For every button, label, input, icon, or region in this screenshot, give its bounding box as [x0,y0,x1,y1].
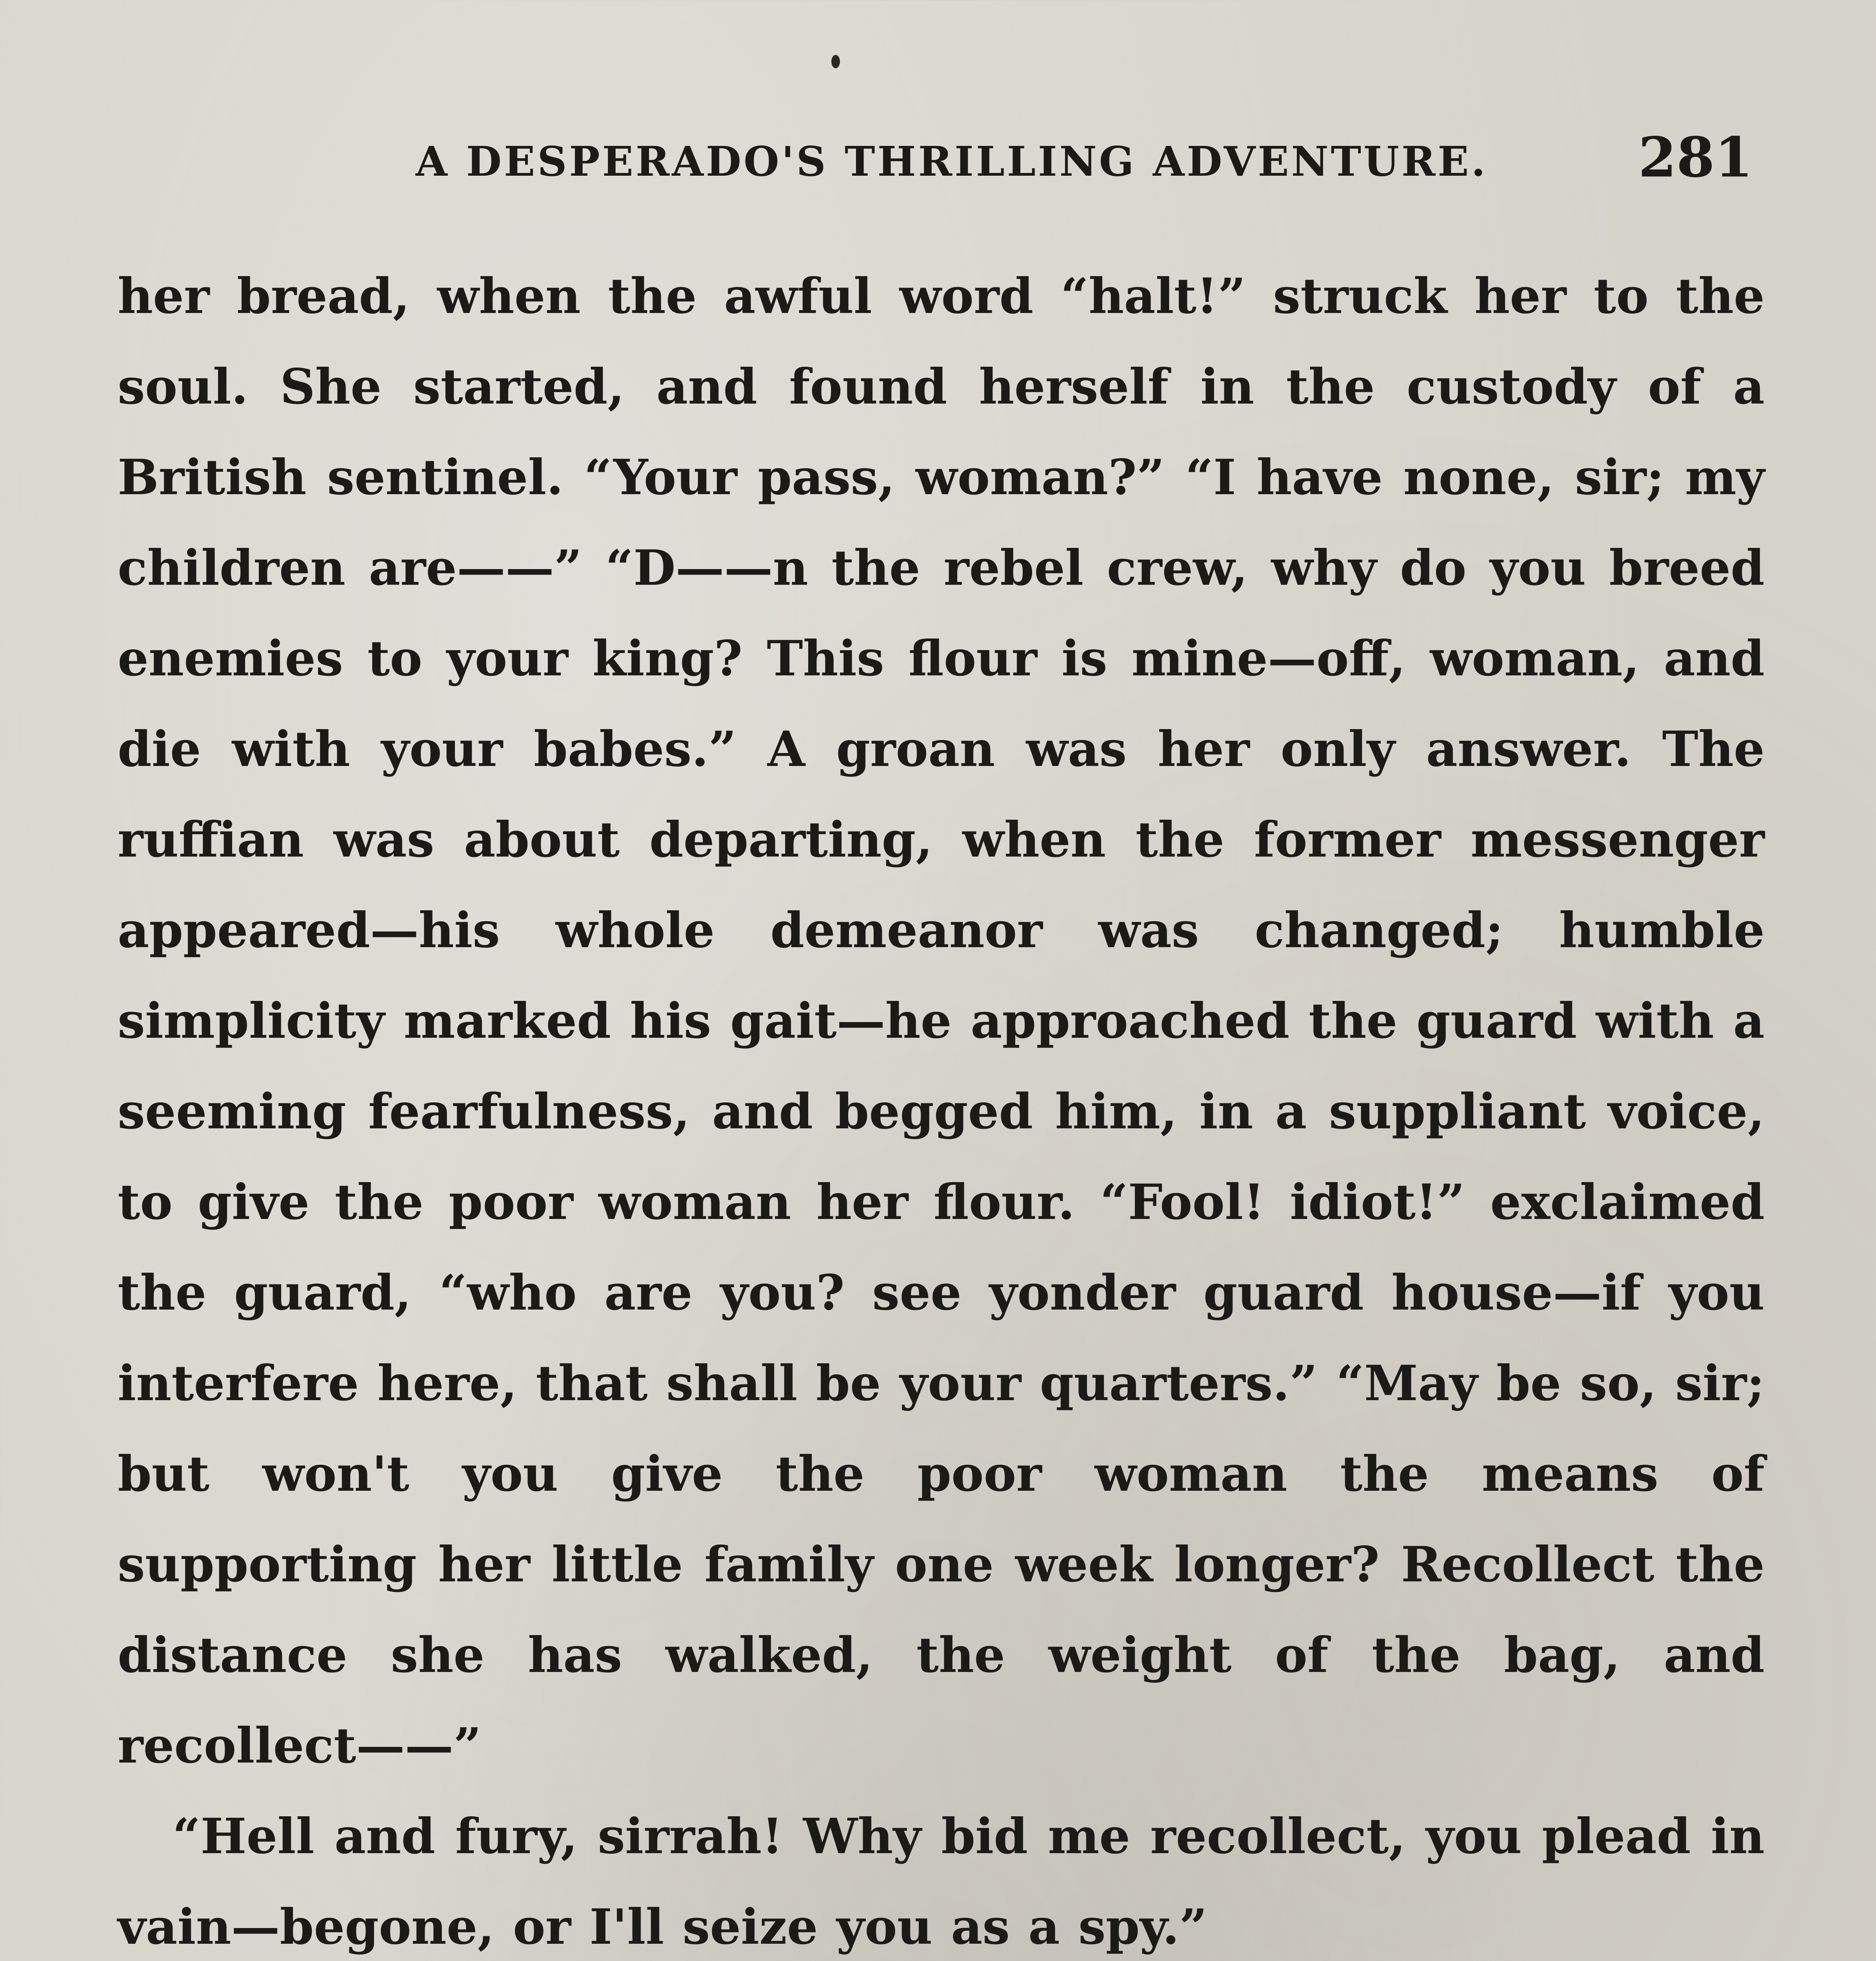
page-number: 281 [1638,126,1753,190]
page-header [118,126,1765,227]
paragraph: her bread, when the awful word “halt!” struck her to the soul. She started, and found herself in the custody of a British sentinel. “Your pass, woman?” “I have none, sir; my children are——” “D——n the rebel crew, why do you breed enemies to your king? This flour is mine—off, woman, and die with your babes.” A groan was her only answer. The ruffian was about departing, when the former messenger appeared—his whole demeanor was changed; humble simplicity marked his gait—he approached the guard with a seeming fearfulness, and begged him, in a suppliant voice, to give the poor woman her flour. “Fool! idiot!” exclaimed the guard, “who are you? see yonder guard house—if you interfere here, that shall be your quarters.” “May be so, sir; but won't you give the poor woman the means of supporting her little family one week longer? Recollect the distance she has walked, the weight of the bag, and recollect——” [118,268,1765,1774]
body-text [118,251,1765,1961]
ink-speck [831,55,840,68]
paragraph: “Hell and fury, sirrah! Why bid me recollect, you plead in vain—begone, or I'll seize you as a spy.” [118,1808,1765,1956]
book-page [118,126,1765,1961]
running-title: A DESPERADO'S THRILLING ADVENTURE. [416,137,1488,186]
